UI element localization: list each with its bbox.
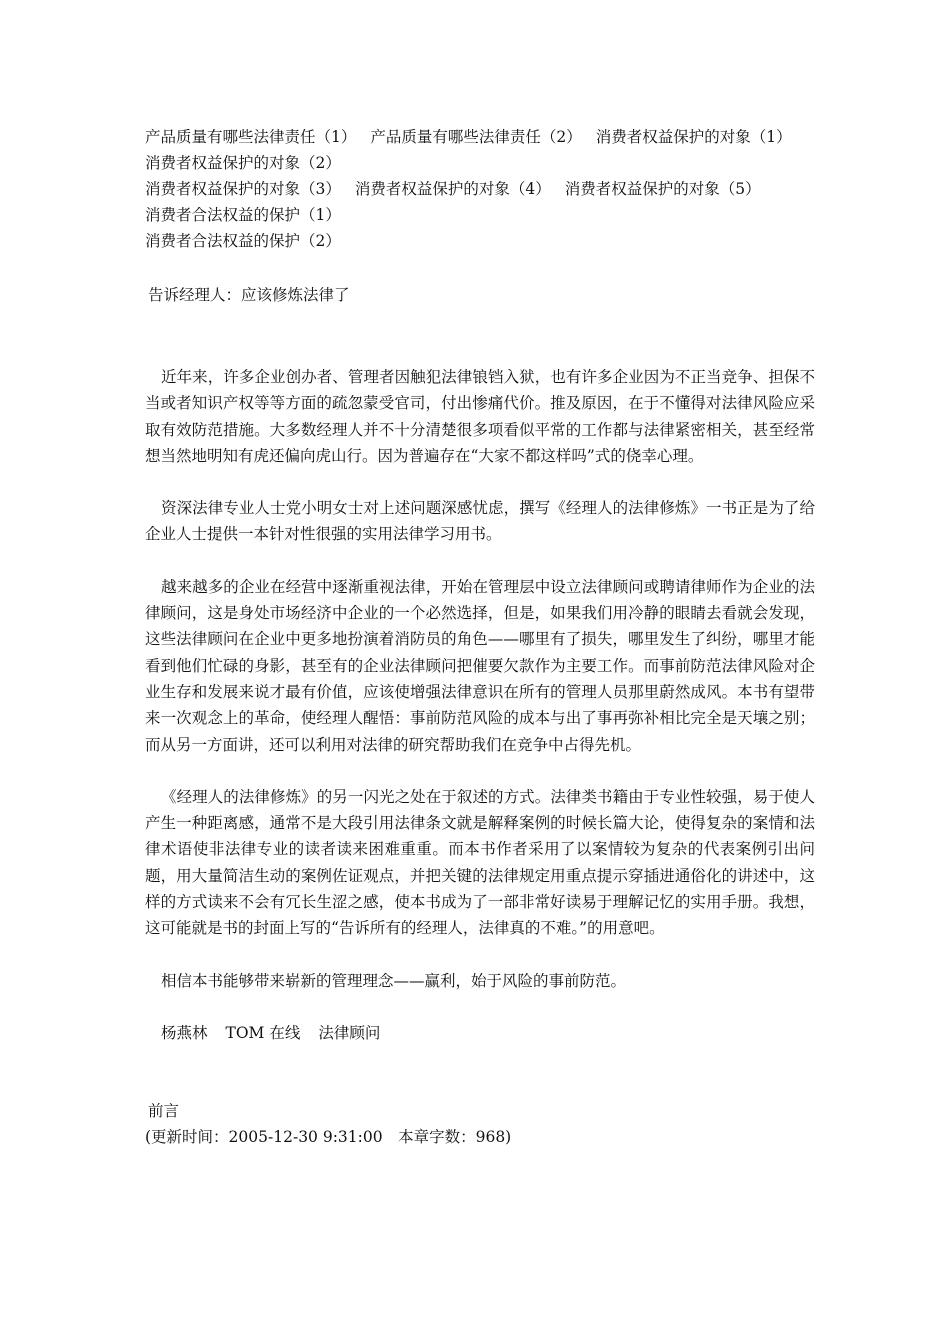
signature-role: 法律顾问 [318, 1023, 381, 1042]
signature-name: 杨燕林 [161, 1023, 208, 1042]
document-page [145, 124, 815, 1150]
related-link[interactable]: 消费者权益保护的对象（1） [595, 128, 792, 146]
article-paragraph: 资深法律专业人士党小明女士对上述问题深感忧虑，撰写《经理人的法律修炼》一书正是为了给企业人士提供一本针对性很强的实用法律学习用书。 [145, 499, 815, 544]
related-link[interactable]: 消费者合法权益的保护（2） [145, 232, 341, 250]
article-title: 告诉经理人：应该修炼法律了 [148, 286, 350, 304]
related-links [145, 124, 815, 254]
article-paragraph: 越来越多的企业在经营中逐渐重视法律，开始在管理层中设立法律顾问或聘请律师作为企业的法律顾问，这是身处市场经济中企业的一个必然选择，但是，如果我们用冷静的眼睛去看就会发现，这些法律顾问在企业中更多地扮演着消防员的角色——哪里有了损失，哪里发生了纠纷，哪里才能看到他们忙碌的身影，甚至有的企业法律顾问把催要欠款作为主要工作。而事前防范法律风险对企业生存和发展来说才最有价值，应该使增强法律意识在所有的管理人员那里蔚然成风。本书有望带来一次观念上的革命，使经理人醒悟：事前防范风险的成本与出了事再弥补相比完全是天壤之别；而从另一方面讲，还可以利用对法律的研究帮助我们在竞争中占得先机。 [145, 577, 815, 754]
related-link[interactable]: 消费者权益保护的对象（3） [145, 180, 341, 198]
link-row [145, 176, 815, 202]
signature [145, 1020, 815, 1046]
related-link[interactable]: 消费者合法权益的保护（1） [145, 206, 341, 224]
related-link[interactable]: 产品质量有哪些法律责任（1） [145, 128, 357, 146]
related-link[interactable]: 消费者权益保护的对象（2） [145, 154, 341, 172]
chapter-meta: (更新时间：2005-12-30 9:31:00 本章字数：968) [145, 1127, 512, 1146]
article-paragraph: 相信本书能够带来崭新的管理理念——赢利，始于风险的事前防范。 [161, 971, 627, 990]
related-link[interactable]: 消费者权益保护的对象（5） [564, 180, 761, 198]
chapter-title: 前言 [148, 1101, 180, 1120]
article-paragraph: 《经理人的法律修炼》的另一闪光之处在于叙述的方式。法律类书籍由于专业性较强，易于使人产生一种距离感，通常不是大段引用法律条文就是解释案例的时候长篇大论，使得复杂的案情和法律术语使非法律专业的读者读来困难重重。而本书作者采用了以案情较为复杂的代表案例引出问题，用大量简洁生动的案例佐证观点，并把关键的法律规定用重点提示穿插进通俗化的讲述中，这样的方式读来不会有冗长生涩之感，使本书成为了一部非常好读易于理解记忆的实用手册。我想，这可能就是书的封面上写的“告诉所有的经理人，法律真的不难。”的用意吧。 [145, 787, 815, 938]
article-paragraph: 近年来，许多企业创办者、管理者因触犯法律锒铛入狱，也有许多企业因为不正当竞争、担保不当或者知识产权等等方面的疏忽蒙受官司，付出惨痛代价。推及原因，在于不懂得对法律风险应采取有效防范措施。大多数经理人并不十分清楚很多项看似平常的工作都与法律紧密相关，甚至经常想当然地明知有虎还偏向虎山行。因为普遍存在“大家不都这样吗”式的侥幸心理。 [145, 368, 815, 465]
related-link[interactable]: 消费者权益保护的对象（4） [354, 180, 551, 198]
link-row [145, 228, 815, 254]
link-row [145, 202, 815, 228]
signature-org: TOM 在线 [225, 1023, 301, 1042]
related-link[interactable]: 产品质量有哪些法律责任（2） [370, 128, 582, 146]
